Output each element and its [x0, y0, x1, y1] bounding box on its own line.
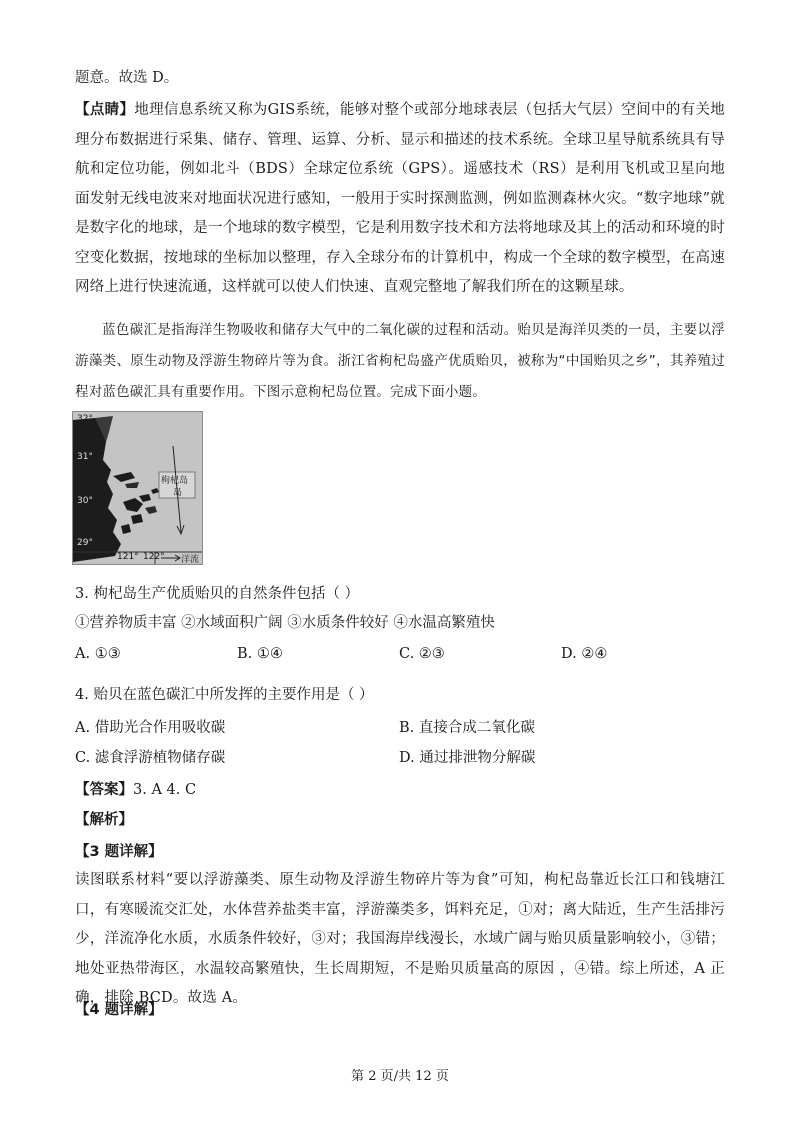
answer-tag: 【答案】 [75, 782, 133, 798]
lat-label-30: 30° [77, 496, 93, 506]
lat-label-32: 32° [77, 414, 93, 424]
gouqi-island-map [72, 411, 203, 565]
detail3-tag: 【3 题详解】 [75, 844, 163, 860]
intro-line: 题意。故选 D。 [75, 70, 179, 86]
answer-text: 3. A 4. C [133, 782, 197, 798]
q4-stem: 4. 贻贝在蓝色碳汇中所发挥的主要作用是（ ） [75, 687, 374, 703]
q4-option-b: B. 直接合成二氧化碳 [399, 720, 535, 736]
lat-label-29: 29° [77, 538, 93, 548]
dianjing-text: 地理信息系统又称为GIS系统，能够对整个或部分地球表层（包括大气层）空间中的有关地理分布数据进行采集、储存、管理、运算、分析、显示和描述的技术系统。全球卫星导航系统具有导航和定位功能，例如北斗（BDS）全球定位系统（GPS）。遥感技术（RS）是利用飞机或卫星向地面发射无线电波来对地面状况进行感知，一般用于实时探测监测，例如监测森林火灾。“数字地球”就是数字化的地球，是一个地球的数字模型，它是利用数字技术和方法将地球及其上的活动和环境的时空变化数据，按地球的坐标加以整理，存入全球分布的计算机中，构成一个全球的数字模型，在高速网络上进行快速流通，这样就可以使人们快速、直观完整地了解我们所在的这颗星球。 [75, 102, 725, 295]
island-label: 枸杞岛 [161, 476, 189, 486]
q4-option-a: A. 借助光合作用吸收碳 [75, 720, 226, 736]
q3-option-d: D. ②④ [561, 646, 608, 662]
q3-stem: 3. 枸杞岛生产优质贻贝的自然条件包括（ ） [75, 586, 360, 602]
dianjing-paragraph [75, 96, 725, 303]
q3-option-a: A. ①③ [75, 646, 121, 662]
dianjing-tag: 【点睛】 [75, 102, 135, 118]
lon-label-122: 122° [143, 552, 165, 562]
page-footer: 第 2 页/共 12 页 [351, 1069, 449, 1084]
material-paragraph: 蓝色碳汇是指海洋生物吸收和储存大气中的二氧化碳的过程和活动。贻贝是海洋贝类的一员，主要以浮游藻类、原生动物及浮游生物碎片等为食。浙江省枸杞岛盛产优质贻贝，被称为“中国贻贝之乡”，其养殖过程对蓝色碳汇具有重要作用。下图示意枸杞岛位置。完成下面小题。 [75, 322, 725, 400]
island-label-sub: 岛 [173, 488, 183, 498]
lat-label-31: 31° [77, 452, 93, 462]
q4-option-d: D. 通过排泄物分解碳 [399, 750, 536, 766]
q4-option-c: C. 滤食浮游植物储存碳 [75, 750, 226, 766]
q3-option-b: B. ①④ [237, 646, 283, 662]
detail4-tag: 【4 题详解】 [75, 1002, 163, 1018]
answer-line [75, 780, 196, 800]
lon-label-121: 121° [117, 552, 139, 562]
analysis-tag: 【解析】 [75, 812, 133, 828]
q3-option-c: C. ②③ [399, 646, 445, 662]
q3-conditions: ①营养物质丰富 ②水域面积广阔 ③水质条件较好 ④水温高繁殖快 [75, 615, 495, 631]
legend-current-label: 洋流 [181, 555, 200, 565]
detail3-paragraph: 读图联系材料“要以浮游藻类、原生动物及浮游生物碎片等为食”可知，枸杞岛靠近长江口和钱塘江口，有寒暖流交汇处，水体营养盐类丰富，浮游藻类多，饵料充足，①对；离大陆近，生产生活排污少，洋流净化水质，水质条件较好，③对；我国海岸线漫长，水域广阔与贻贝质量影响较小，③错；地处亚热带海区，水温较高繁殖快，生长周期短，不是贻贝质量高的原因 ，④错。综上所述，A 正确，排除 BCD。故选 A。 [75, 872, 725, 1006]
